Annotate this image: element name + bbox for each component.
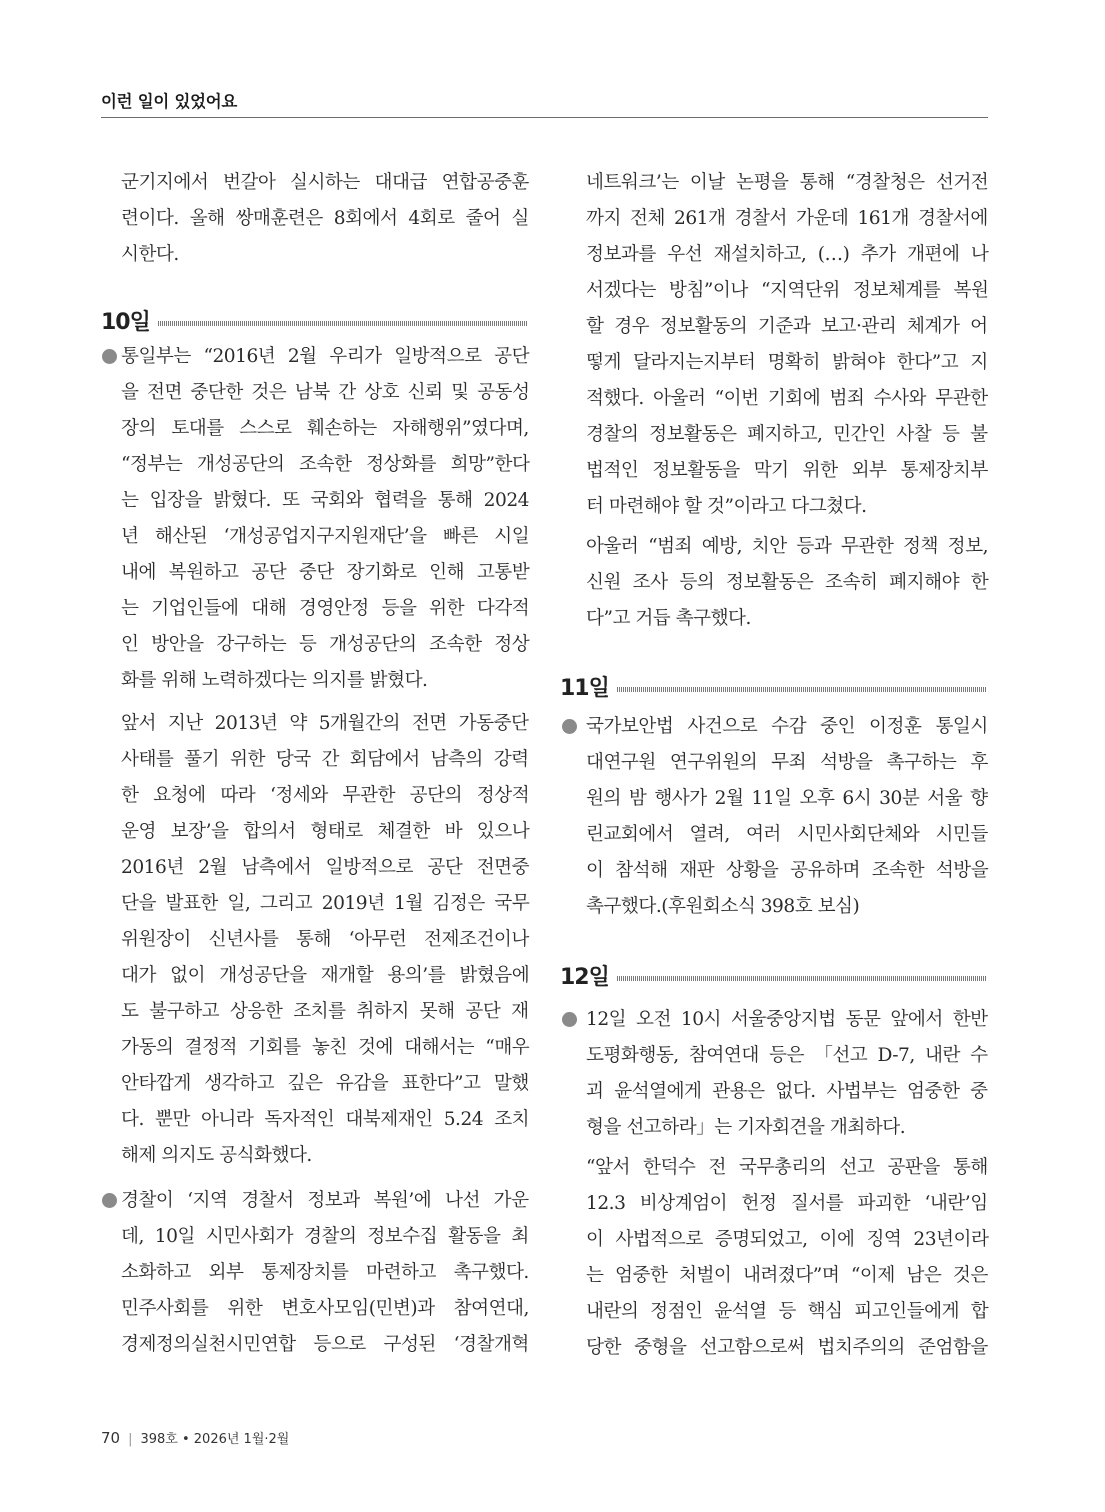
item-line: 당한 중형을 선고함으로써 법치주의의 준엄함을 xyxy=(586,1337,988,1358)
item-line: 앞서 지난 2013년 약 5개월간의 전면 가동중단 xyxy=(121,713,529,734)
item-line: 떻게 달라지는지부터 명확히 밝혀야 한다”고 지 xyxy=(586,352,988,373)
bullet-icon xyxy=(102,1193,117,1208)
item-line: 경제정의실천시민연합 등으로 구성된 ‘경찰개혁 xyxy=(121,1334,529,1355)
dotted-rule xyxy=(617,976,986,981)
item-line: 을 전면 중단한 것은 남북 간 상호 신뢰 및 공동성 xyxy=(121,382,530,403)
item-line: 통일부는 “2016년 2월 우리가 일방적으로 공단 xyxy=(121,346,530,367)
item-line: 는 엄중한 처벌이 내려졌다”며 “이제 남은 것은 xyxy=(586,1265,988,1286)
item-line: 신원 조사 등의 정보활동은 조속히 폐지해야 한 xyxy=(586,572,989,593)
item-line: 인 방안을 강구하는 등 개성공단의 조속한 정상 xyxy=(121,634,530,655)
item-line: 적했다. 아울러 “이번 기회에 범죄 수사와 무관한 xyxy=(586,388,988,409)
item-line: 위원장이 신년사를 통해 ‘아무런 전제조건이나 xyxy=(121,929,529,950)
item-line: 터 마련해야 할 것”이라고 다그쳤다. xyxy=(586,496,867,517)
item-line: 서겠다는 방침”이나 “지역단위 정보체계를 복원 xyxy=(586,280,989,301)
item-line: 원의 밤 행사가 2월 11일 오후 6시 30분 서울 향 xyxy=(586,788,988,809)
bullet-icon xyxy=(562,1012,577,1027)
item-line: 는 입장을 밝혔다. 또 국회와 협력을 통해 2024 xyxy=(121,490,529,511)
item-line: 사태를 풀기 위한 당국 간 회담에서 남측의 강력 xyxy=(121,749,529,770)
item-line: 12.3 비상계엄이 헌정 질서를 파괴한 ‘내란’임 xyxy=(586,1193,988,1214)
item-line: 년 해산된 ‘개성공업지구지원재단’을 빠른 시일 xyxy=(121,526,530,547)
item-line: 네트워크’는 이날 논평을 통해 “경찰청은 선거전 xyxy=(586,172,989,193)
item-line: 해제 의지도 공식화했다. xyxy=(121,1145,312,1166)
item-line: 데, 10일 시민사회가 경찰의 정보수집 활동을 최 xyxy=(121,1226,529,1247)
item-line: 도평화행동, 참여연대 등은 「선고 D-7, 내란 수 xyxy=(586,1045,988,1066)
bullet-icon xyxy=(562,719,577,734)
item-line: 12일 오전 10시 서울중앙지법 동문 앞에서 한반 xyxy=(586,1009,988,1030)
item-line: 도 불구하고 상응한 조치를 취하지 못해 공단 재 xyxy=(121,1001,529,1022)
page-number: 70 xyxy=(101,1429,121,1447)
item-line: 까지 전체 261개 경찰서 가운데 161개 경찰서에 xyxy=(586,208,988,229)
section-title: 이런 일이 있었어요 xyxy=(101,92,238,111)
item-line: 다”고 거듭 촉구했다. xyxy=(586,608,751,629)
item-line: 린교회에서 열려, 여러 시민사회단체와 시민들 xyxy=(586,824,988,845)
item-line: 정보과를 우선 재설치하고, (…) 추가 개편에 나 xyxy=(586,244,989,265)
item-line: 괴 윤석열에게 관용은 없다. 사법부는 엄중한 중 xyxy=(586,1081,988,1102)
item-line: 내란의 정점인 윤석열 등 핵심 피고인들에게 합 xyxy=(586,1301,989,1322)
intro-line: 련이다. 올해 쌍매훈련은 8회에서 4회로 줄어 실 xyxy=(121,208,529,229)
item-line: 다. 뿐만 아니라 독자적인 대북제재인 5.24 조치 xyxy=(121,1109,530,1130)
day-label: 12일 xyxy=(560,965,609,990)
item-line: 이 참석해 재판 상황을 공유하며 조속한 석방을 xyxy=(586,860,989,881)
item-line: 내에 복원하고 공단 중단 장기화로 인해 고통받 xyxy=(121,562,530,583)
item-line: 민주사회를 위한 변호사모임(민변)과 참여연대, xyxy=(121,1298,529,1319)
day-label: 10일 xyxy=(101,310,150,335)
item-line: 장의 토대를 스스로 훼손하는 자해행위”였다며, xyxy=(121,418,529,439)
item-line: 법적인 정보활동을 막기 위한 외부 통제장치부 xyxy=(586,460,988,481)
item-line: 아울러 “범죄 예방, 치안 등과 무관한 정책 정보, xyxy=(586,536,989,557)
item-line: 2016년 2월 남측에서 일방적으로 공단 전면중 xyxy=(121,857,530,878)
item-line: 한 요청에 따라 ‘정세와 무관한 공단의 정상적 xyxy=(121,785,530,806)
item-line: 단을 발표한 일, 그리고 2019년 1월 김정은 국무 xyxy=(121,893,530,914)
footer-separator: | xyxy=(128,1432,133,1447)
item-line: 형을 선고하라」는 기자회견을 개최하다. xyxy=(586,1117,906,1138)
page-footer xyxy=(101,1428,289,1447)
bullet-icon xyxy=(102,349,117,364)
day-label: 11일 xyxy=(560,676,609,701)
item-line: 는 기업인들에 대해 경영안정 등을 위한 다각적 xyxy=(121,598,530,619)
dotted-rule xyxy=(617,687,986,692)
issue-info: 398호 • 2026년 1월·2월 xyxy=(140,1432,290,1447)
item-line: 대가 없이 개성공단을 재개할 용의’를 밝혔음에 xyxy=(121,965,530,986)
item-line: 화를 위해 노력하겠다는 의지를 밝혔다. xyxy=(121,670,428,691)
item-line: 국가보안법 사건으로 수감 중인 이정훈 통일시 xyxy=(586,716,988,737)
item-line: 대연구원 연구위원의 무죄 석방을 촉구하는 후 xyxy=(586,752,988,773)
item-line: 소화하고 외부 통제장치를 마련하고 촉구했다. xyxy=(121,1262,529,1283)
item-line: 이 사법적으로 증명되었고, 이에 징역 23년이라 xyxy=(586,1229,989,1250)
item-line: 촉구했다.(후원회소식 398호 보심) xyxy=(586,896,860,917)
day-heading-12 xyxy=(560,960,986,991)
item-line: “앞서 한덕수 전 국무총리의 선고 공판을 통해 xyxy=(586,1157,988,1178)
item-line: 가동의 결정적 기회를 놓친 것에 대해서는 “매우 xyxy=(121,1037,530,1058)
day-heading-11 xyxy=(560,671,986,702)
intro-line: 시한다. xyxy=(121,244,179,265)
item-line: 경찰의 정보활동은 폐지하고, 민간인 사찰 등 불 xyxy=(586,424,988,445)
item-line: 경찰이 ‘지역 경찰서 정보과 복원’에 나선 가운 xyxy=(121,1190,529,1211)
dotted-rule xyxy=(158,321,527,326)
item-line: 운영 보장’을 합의서 형태로 체결한 바 있으나 xyxy=(121,821,530,842)
item-line: 할 경우 정보활동의 기준과 보고·관리 체계가 어 xyxy=(586,316,988,337)
item-line: “정부는 개성공단의 조속한 정상화를 희망”한다 xyxy=(121,454,530,475)
header-divider xyxy=(101,117,988,118)
intro-line: 군기지에서 번갈아 실시하는 대대급 연합공중훈 xyxy=(121,172,529,193)
item-line: 안타깝게 생각하고 깊은 유감을 표한다”고 말했 xyxy=(121,1073,529,1094)
day-heading-10 xyxy=(101,305,527,336)
